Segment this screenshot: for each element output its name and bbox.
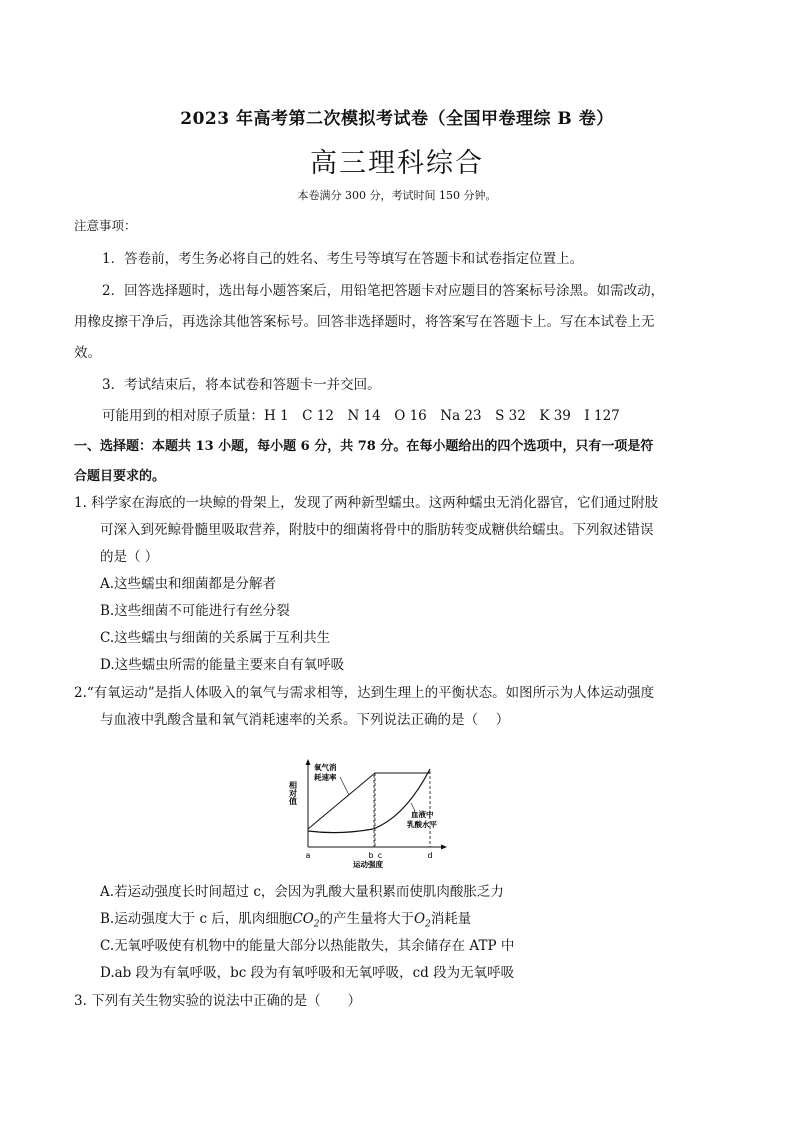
y-axis-label: 相对值: [288, 781, 298, 805]
q2-stem-line-2: 与血液中乳酸含量和氧气消耗速率的关系。下列说法正确的是（ ）: [100, 712, 510, 728]
tick-b: b: [368, 851, 374, 860]
oxygen-label-line-1: 氧气消: [314, 763, 337, 772]
q2-option-b-mid: 的产生量将大于: [319, 911, 414, 927]
x-axis-label: 运动强度: [353, 860, 383, 869]
q1-stem-line-1: 1. 科学家在海底的一块鲸的骨架上，发现了两种新型蠕虫。这两种蠕虫无消化器官，它们通过附肢: [74, 495, 659, 511]
tick-d: d: [427, 851, 433, 860]
co2-formula: $CO_2$: [292, 911, 320, 930]
q1-option-a: A.这些蠕虫和细菌都是分解者: [100, 576, 277, 592]
y-axis-arrow: [306, 759, 311, 765]
notice-item-3: 3．考试结束后，将本试卷和答题卡一并交回。: [102, 377, 381, 393]
atomic-masses: 可能用到的相对原子质量：H 1 C 12 N 14 O 16 Na 23 S 32 K 39 I 127: [102, 408, 620, 424]
notice-item-2-line-2: 用橡皮擦干净后，再选涂其他答案标号。回答非选择题时，将答案写在答题卡上。写在本试卷上无: [74, 314, 655, 330]
oxygen-label-line-2: 耗速率: [314, 773, 337, 782]
exam-meta: 本卷满分 300 分，考试时间 150 分钟。: [297, 189, 497, 202]
oxygen-label-leader: [340, 777, 349, 795]
notice-heading: 注意事项：: [74, 218, 137, 233]
notice-item-1: 1．答卷前，考生务必将自己的姓名、考生号等填写在答题卡和试卷指定位置上。: [102, 251, 584, 267]
q2-figure: [285, 755, 450, 870]
section-1-line-2: 合题目要求的。: [74, 469, 166, 484]
o2-formula: $O_2$: [414, 911, 431, 930]
notice-item-2-line-3: 效。: [74, 345, 101, 361]
notice-item-2-line-1: 2．回答选择题时，选出每小题答案后，用铅笔把答题卡对应题目的答案标号涂黑。如需改动，: [102, 283, 665, 299]
q1-stem-line-3: 的是（ ）: [100, 549, 159, 565]
section-1-line-1: 一、选择题：本题共 13 小题，每小题 6 分，共 78 分。在每小题给出的四个选项中，只有一项是符: [74, 439, 654, 454]
subject-title: 高三理科综合: [310, 148, 484, 179]
x-axis-arrow: [441, 845, 447, 850]
tick-c: c: [377, 851, 383, 860]
tick-a: a: [305, 851, 311, 860]
q2-stem-line-1: 2.“有氧运动”是指人体吸入的氧气与需求相等，达到生理上的平衡状态。如图所示为人体运动强度: [74, 685, 655, 701]
q1-stem-line-2: 可深入到死鲸骨髓里吸取营养，附肢中的细菌将骨中的脂肪转变成糖供给蠕虫。下列叙述错误: [100, 522, 654, 538]
exam-title: 2023 年高考第二次模拟考试卷（全国甲卷理综 B 卷）: [180, 109, 614, 129]
q2-option-b: [100, 907, 471, 930]
lactate-label-line-1: 血液中: [411, 810, 434, 819]
lactate-label-line-2: 乳酸水平: [407, 820, 437, 829]
q1-option-b: B.这些细菌不可能进行有丝分裂: [100, 603, 290, 619]
q2-option-b-pre: B.运动强度大于 c 后，肌肉细胞: [100, 911, 293, 927]
q2-option-d: D.ab 段为有氧呼吸，bc 段为有氧呼吸和无氧呼吸，cd 段为无氧呼吸: [100, 965, 515, 981]
q2-option-a: A.若运动强度长时间超过 c，会因为乳酸大量积累而使肌肉酸胀乏力: [100, 884, 504, 900]
q2-option-b-post: 消耗量: [430, 911, 472, 927]
q1-option-d: D.这些蠕虫所需的能量主要来自有氧呼吸: [100, 657, 345, 673]
q1-option-c: C.这些蠕虫与细菌的关系属于互利共生: [100, 630, 331, 646]
q3-stem: 3. 下列有关生物实验的说法中正确的是（ ）: [74, 993, 362, 1009]
q2-option-c: C.无氧呼吸使有机物中的能量大部分以热能散失，其余储存在 ATP 中: [100, 938, 515, 954]
